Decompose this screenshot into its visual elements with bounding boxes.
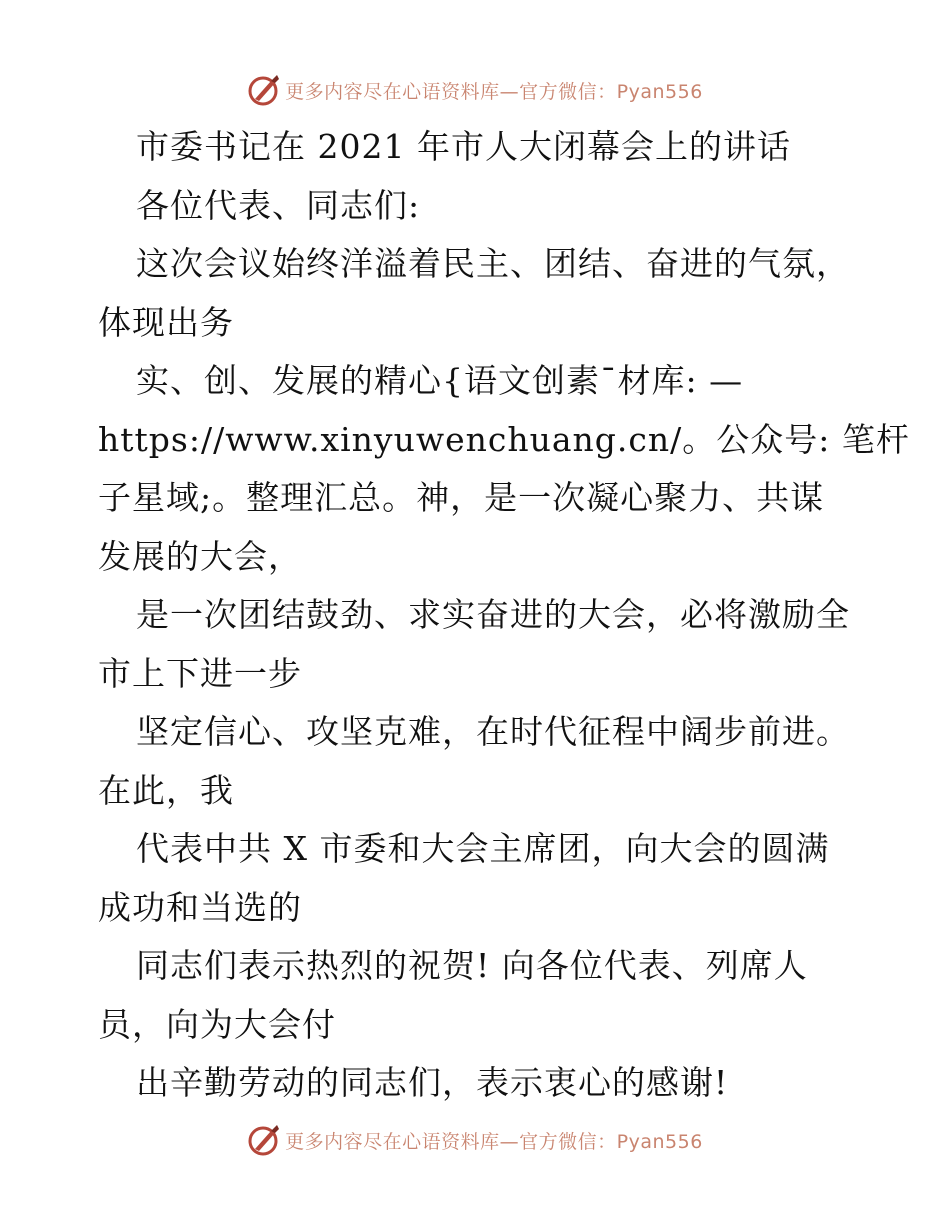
paragraph-line: 代表中共 X 市委和大会主席团，向大会的圆满: [136, 829, 830, 868]
footer-banner: [0, 1118, 950, 1162]
paragraph-line: 坚定信心、攻坚克难，在时代征程中阔步前进。: [136, 712, 850, 751]
paragraph-line: 在此，我: [98, 770, 234, 810]
footer-banner-text: 更多内容尽在心语资料库—官方微信：Pyan556: [285, 1130, 703, 1153]
document-title: 市委书记在 2021 年市人大闭幕会上的讲话: [136, 127, 791, 166]
paragraph-line: 这次会议始终洋溢着民主、团结、奋进的气氛，: [136, 244, 850, 283]
paragraph-line: 是一次团结鼓劲、求实奋进的大会，必将激励全: [136, 595, 850, 634]
paragraph-line: https://www.xinyuwenchuang.cn/。公众号: 笔杆: [98, 419, 910, 459]
paragraph-line: 实、创、发展的精心{语文创素¯材库: —: [136, 361, 744, 400]
paragraph-line: 市上下进一步: [98, 653, 302, 693]
salutation: 各位代表、同志们:: [136, 185, 421, 225]
paragraph-line: 成功和当选的: [98, 887, 302, 927]
paragraph-line: 体现出务: [98, 302, 234, 342]
paragraph-line: 子星域;。整理汇总。神，是一次凝心聚力、共谋: [98, 478, 825, 517]
paragraph-line: 出辛勤劳动的同志们，表示衷心的感谢!: [136, 1063, 729, 1102]
paragraph-line: 发展的大会，: [98, 536, 302, 576]
pen-logo-icon: [247, 73, 281, 107]
pen-logo-icon: [247, 1123, 281, 1157]
header-banner: [0, 68, 950, 112]
document-body: [98, 118, 910, 1113]
header-banner-text: 更多内容尽在心语资料库—官方微信：Pyan556: [285, 80, 703, 103]
paragraph-line: 同志们表示热烈的祝贺! 向各位代表、列席人: [136, 946, 808, 985]
paragraph-line: 员，向为大会付: [98, 1004, 336, 1044]
